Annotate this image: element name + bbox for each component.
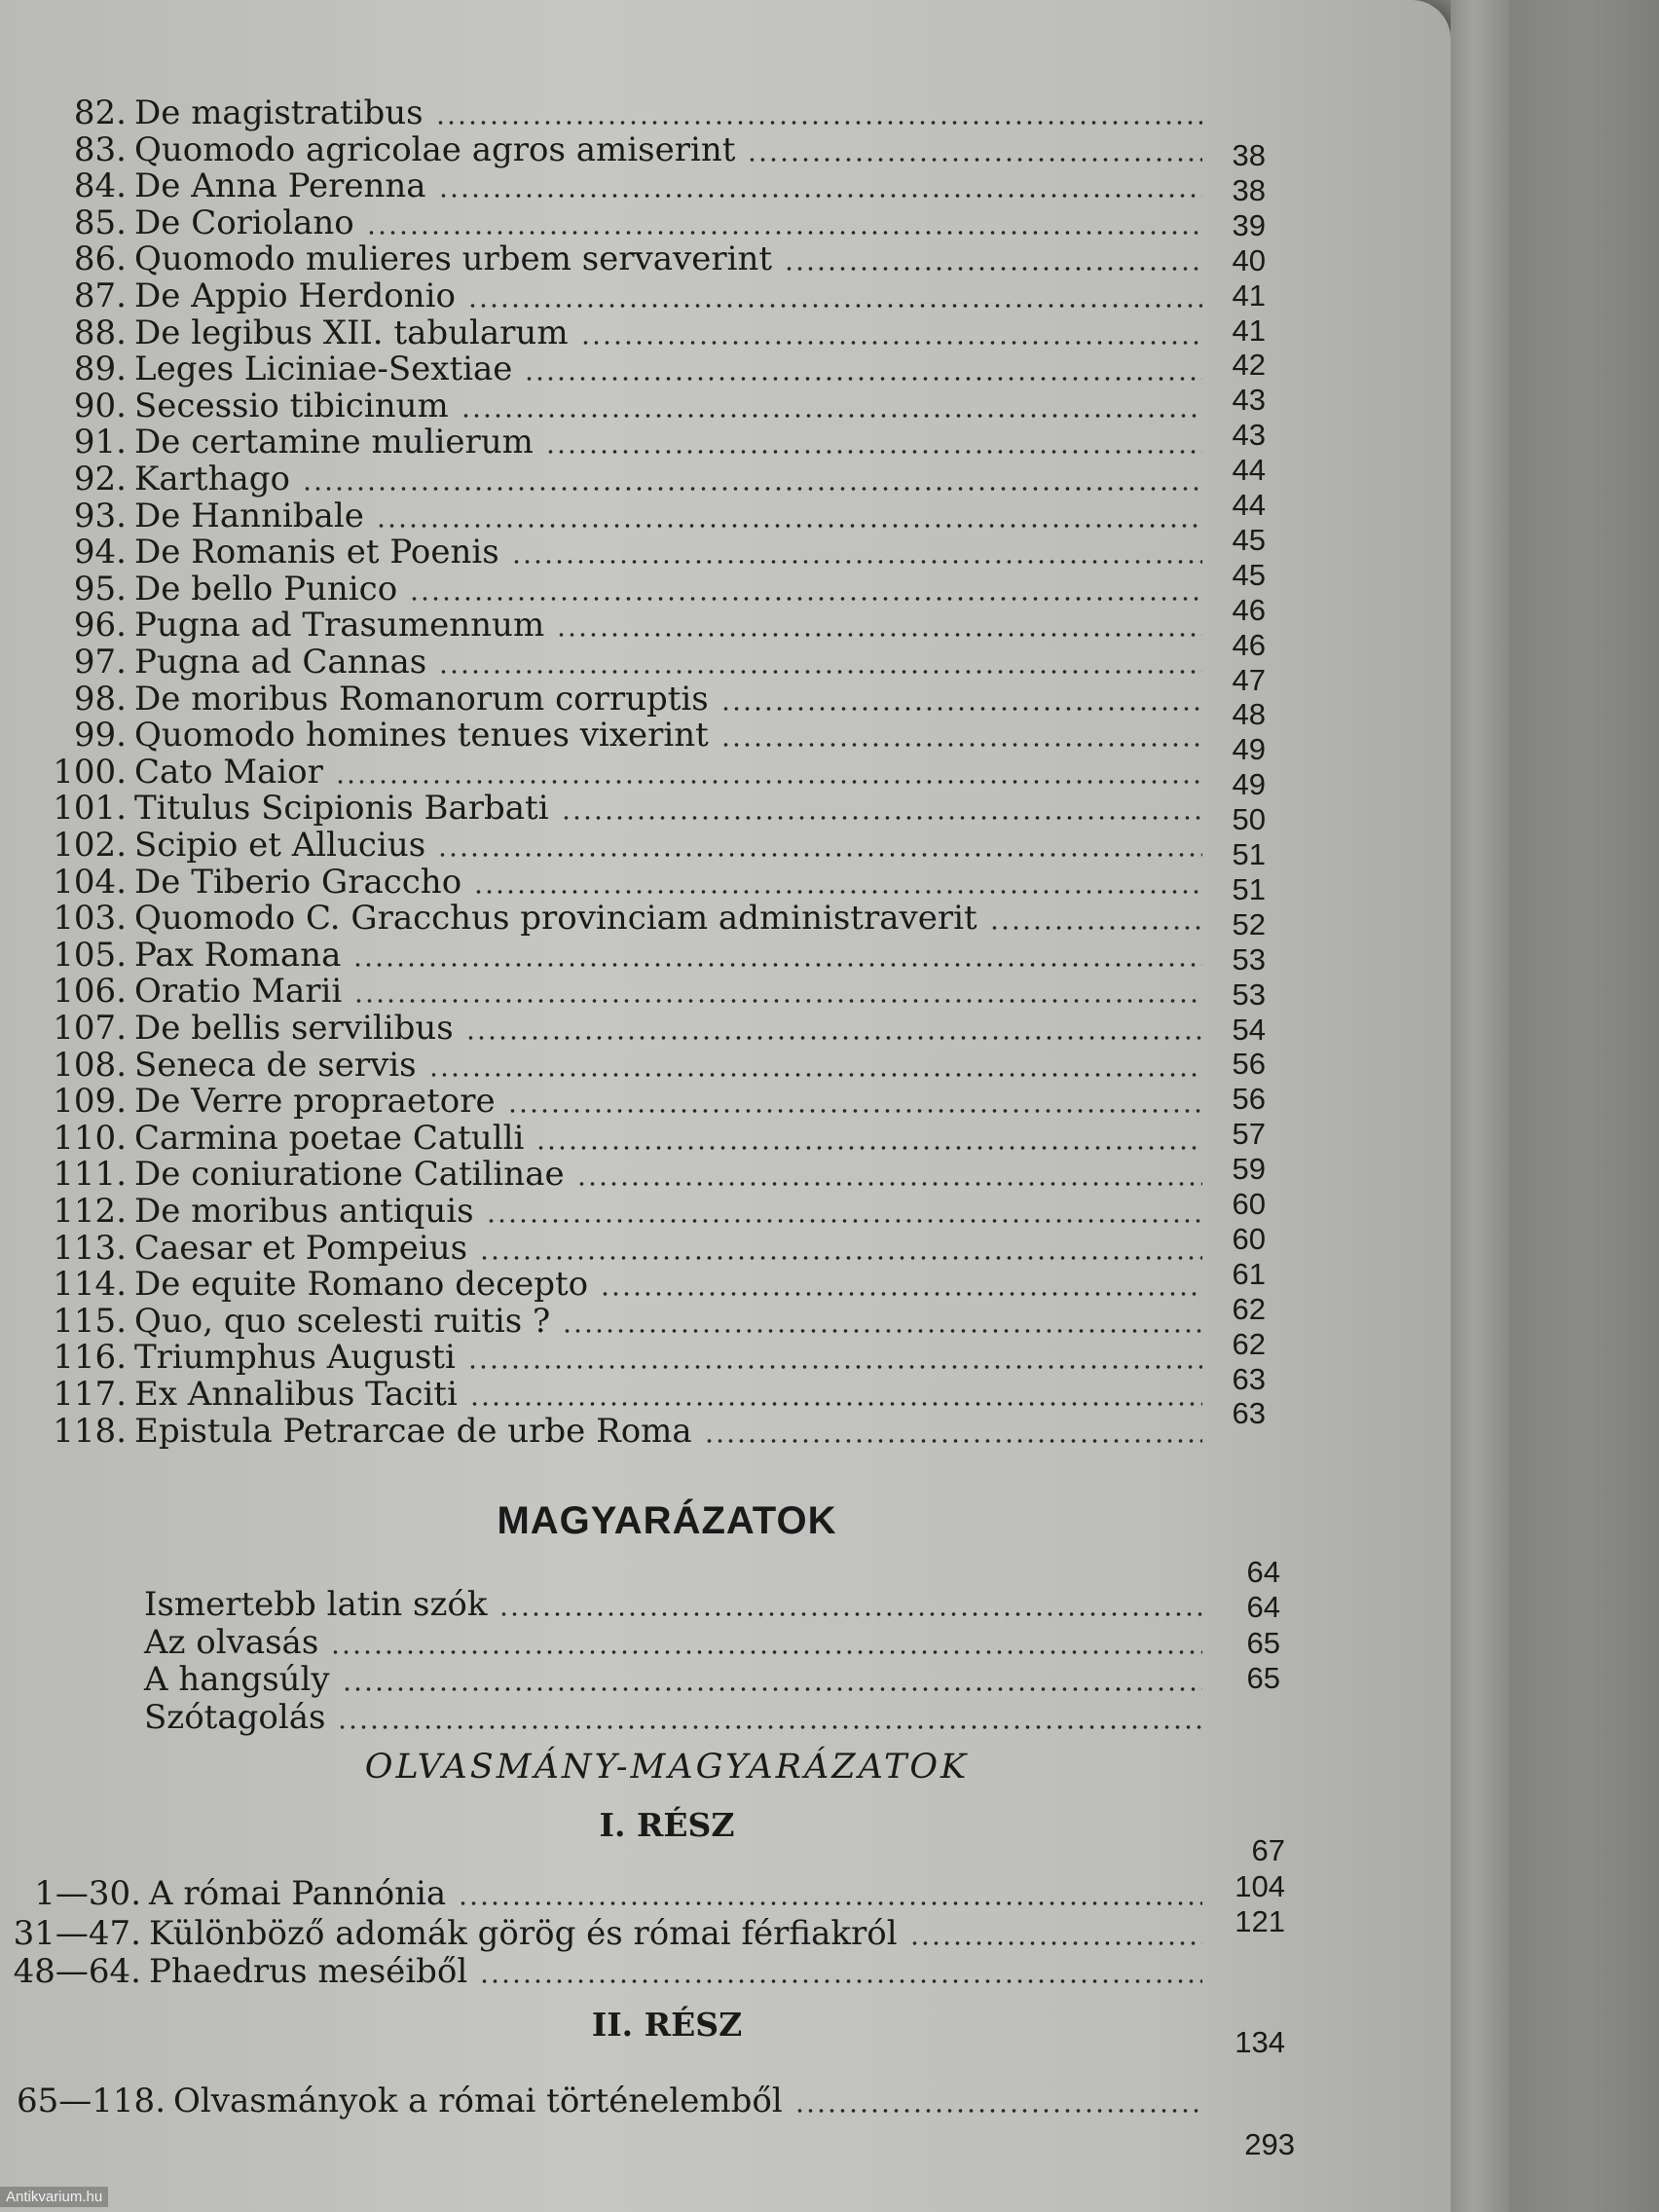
entry-number: 91. — [73, 423, 127, 461]
olvasmany-entry[interactable] — [10, 1874, 446, 1913]
toc-entry[interactable] — [37, 716, 709, 755]
entry-number: 99. — [73, 716, 127, 755]
dot-leader — [337, 1724, 1202, 1730]
entry-title: Ismertebb latin szók — [144, 1585, 488, 1624]
page-ref: 54 — [1232, 1013, 1266, 1047]
entry-title: Titulus Scipionis Barbati — [134, 789, 549, 828]
magyarazat-entry[interactable] — [144, 1585, 487, 1624]
toc-entry[interactable] — [37, 276, 456, 315]
dot-leader — [535, 1145, 1202, 1151]
dot-leader — [794, 2108, 1202, 2114]
dot-leader — [467, 303, 1202, 309]
entry-number: 117. — [53, 1375, 127, 1414]
page-ref: 51 — [1232, 872, 1266, 906]
page-ref: 65 — [1246, 1661, 1280, 1695]
page-edge — [1451, 0, 1509, 2212]
toc-entry[interactable] — [37, 1375, 458, 1414]
entry-number: 115. — [53, 1302, 127, 1341]
toc-entry[interactable] — [37, 1229, 467, 1268]
entry-number: 106. — [53, 972, 127, 1011]
dot-leader — [366, 230, 1202, 236]
dot-leader — [473, 889, 1202, 895]
page-ref: 134 — [1235, 2025, 1285, 2059]
entry-title: Quomodo C. Gracchus provinciam administraverit — [134, 899, 977, 938]
entry-number: 114. — [53, 1265, 127, 1304]
part-heading-1: I. RÉSZ — [599, 1806, 735, 1844]
toc-entry[interactable] — [37, 166, 426, 205]
dot-leader — [353, 998, 1202, 1004]
entry-title: Secessio tibicinum — [134, 387, 449, 425]
page-ref: 52 — [1232, 907, 1266, 941]
toc-entry[interactable] — [37, 1302, 550, 1341]
entry-number: 111. — [53, 1155, 127, 1194]
entry-number: 1—30. — [34, 1874, 141, 1913]
olvasmany-entry[interactable] — [10, 2082, 783, 2120]
entry-title: De magistratibus — [134, 93, 424, 132]
entry-title: Quomodo homines tenues vixerint — [134, 716, 709, 755]
entry-title: De coniuratione Catilinae — [134, 1155, 565, 1194]
entry-title: Különböző adomák görög és római férfiakról — [149, 1914, 898, 1953]
dot-leader — [409, 596, 1202, 602]
dot-leader — [576, 1181, 1202, 1187]
entry-number: 94. — [73, 533, 127, 571]
page-ref: 44 — [1232, 488, 1266, 522]
entry-title: De moribus antiquis — [134, 1192, 474, 1231]
entry-number: 110. — [53, 1119, 127, 1158]
entry-number: 100. — [53, 753, 127, 792]
dot-leader — [720, 706, 1202, 712]
page-number: 293 — [1244, 2127, 1295, 2161]
section-heading-magyarazatok: MAGYARÁZATOK — [497, 1499, 837, 1542]
page-ref: 64 — [1246, 1590, 1280, 1624]
dot-leader — [437, 852, 1202, 858]
toc-entry[interactable] — [37, 1046, 417, 1085]
page-ref: 63 — [1232, 1396, 1266, 1430]
page-ref: 60 — [1232, 1187, 1266, 1221]
toc-entry[interactable] — [37, 350, 512, 388]
entry-title: Pax Romana — [134, 936, 342, 975]
page-ref: 41 — [1232, 313, 1266, 348]
dot-leader — [465, 1035, 1202, 1041]
dot-leader — [435, 120, 1202, 126]
dot-leader — [600, 1291, 1202, 1297]
toc-entry[interactable] — [37, 1082, 496, 1121]
page-ref: 53 — [1232, 942, 1266, 977]
toc-entry[interactable] — [37, 460, 290, 498]
entry-number: 97. — [73, 643, 127, 682]
toc-entry[interactable] — [37, 1412, 692, 1451]
page-ref: 49 — [1232, 767, 1266, 801]
olvasmany-entry[interactable] — [10, 1914, 898, 1953]
entry-title: De Tiberio Graccho — [134, 863, 462, 902]
part-heading-2: II. RÉSZ — [591, 2006, 743, 2044]
toc-entry[interactable] — [37, 497, 364, 535]
entry-number: 103. — [53, 899, 127, 938]
dot-leader — [524, 376, 1202, 382]
entry-number: 89. — [73, 350, 127, 388]
entry-title: Oratio Marii — [134, 972, 343, 1011]
page-ref: 62 — [1232, 1327, 1266, 1361]
dot-leader — [438, 669, 1202, 675]
dot-leader — [909, 1940, 1202, 1946]
entry-number: 31—47. — [13, 1914, 141, 1953]
dot-leader — [352, 962, 1202, 968]
entry-title: Phaedrus meséiből — [149, 1952, 468, 1991]
dot-leader — [580, 340, 1202, 346]
entry-title: Pugna ad Cannas — [134, 643, 427, 682]
page-ref: 57 — [1232, 1117, 1266, 1151]
entry-number: 85. — [73, 203, 127, 242]
dot-leader — [335, 779, 1202, 785]
toc-entry[interactable] — [37, 899, 977, 938]
toc-entry[interactable] — [37, 1265, 588, 1304]
dot-leader — [467, 1364, 1202, 1370]
entry-number: 95. — [73, 570, 127, 608]
toc-entry[interactable] — [37, 130, 735, 169]
dot-leader — [461, 413, 1202, 419]
entry-number: 90. — [73, 387, 127, 425]
dot-leader — [747, 157, 1202, 163]
toc-entry[interactable] — [37, 936, 341, 975]
entry-number: 92. — [73, 460, 127, 498]
book-gutter — [1509, 0, 1659, 2212]
entry-title: Leges Liciniae-Sextiae — [134, 350, 513, 388]
entry-title: Quo, quo scelesti ruitis ? — [134, 1302, 551, 1341]
toc-entry[interactable] — [37, 533, 499, 571]
toc-entry[interactable] — [37, 313, 569, 352]
toc-entry[interactable] — [37, 1338, 456, 1377]
toc-entry[interactable] — [37, 972, 342, 1011]
entry-number: 88. — [73, 313, 127, 352]
entry-title: Pugna ad Trasumennum — [134, 606, 545, 645]
entry-title: Cato Maior — [134, 753, 323, 792]
entry-number: 118. — [53, 1412, 127, 1451]
entry-title: Scipio et Allucius — [134, 826, 426, 865]
page-ref: 42 — [1232, 348, 1266, 382]
entry-title: Olvasmányok a római történelemből — [173, 2082, 783, 2120]
page-ref: 56 — [1232, 1082, 1266, 1116]
dot-leader — [545, 449, 1202, 455]
toc-entry[interactable] — [37, 1155, 565, 1194]
entry-title: De certamine mulierum — [134, 423, 534, 461]
dot-leader — [302, 486, 1202, 492]
entry-number: 65—118. — [17, 2082, 166, 2120]
entry-title: Triumphus Augusti — [134, 1338, 456, 1377]
dot-leader — [438, 193, 1202, 199]
dot-leader — [784, 266, 1202, 272]
entry-title: De bellis servilibus — [134, 1009, 454, 1048]
toc-entry[interactable] — [37, 826, 425, 865]
toc-entry[interactable] — [37, 680, 709, 719]
page-ref: 38 — [1232, 138, 1266, 172]
entry-title: Ex Annalibus Taciti — [134, 1375, 458, 1414]
entry-number: 87. — [73, 276, 127, 315]
page-ref: 48 — [1232, 697, 1266, 731]
page-ref: 44 — [1232, 453, 1266, 487]
dot-leader — [507, 1108, 1202, 1114]
page-ref: 46 — [1232, 628, 1266, 662]
page-ref: 59 — [1232, 1152, 1266, 1186]
toc-entry[interactable] — [37, 863, 461, 902]
dot-leader — [479, 1255, 1202, 1261]
toc-entry[interactable] — [37, 203, 354, 242]
entry-number: 104. — [53, 863, 127, 902]
dot-leader — [498, 1611, 1202, 1617]
entry-title: De equite Romano decepto — [134, 1265, 589, 1304]
entry-number: 101. — [53, 789, 127, 828]
page-ref: 40 — [1232, 243, 1266, 277]
toc-entry[interactable] — [37, 93, 424, 132]
entry-title: Epistula Petrarcae de urbe Roma — [134, 1412, 692, 1451]
entry-title: Quomodo mulieres urbem servaverint — [134, 240, 773, 278]
entry-title: De Coriolano — [134, 203, 354, 242]
entry-title: Karthago — [134, 460, 290, 498]
entry-title: Caesar et Pompeius — [134, 1229, 468, 1268]
toc-entry[interactable] — [37, 753, 323, 792]
entry-number: 109. — [53, 1082, 127, 1121]
entry-number: 83. — [73, 130, 127, 169]
entry-number: 107. — [53, 1009, 127, 1048]
olvasmany-entry[interactable] — [10, 1952, 467, 1991]
page-ref: 61 — [1232, 1257, 1266, 1291]
dot-leader — [428, 1072, 1202, 1078]
page-ref: 50 — [1232, 802, 1266, 836]
page-ref: 41 — [1232, 278, 1266, 313]
dot-leader — [342, 1686, 1202, 1692]
entry-number: 93. — [73, 497, 127, 535]
page-ref: 64 — [1246, 1555, 1280, 1589]
entry-title: De Anna Perenna — [134, 166, 426, 205]
watermark: Antikvarium.hu — [0, 2187, 108, 2207]
toc-entry[interactable] — [37, 606, 544, 645]
entry-number: 86. — [73, 240, 127, 278]
magyarazat-entry[interactable] — [144, 1660, 330, 1699]
entry-title: De moribus Romanorum corruptis — [134, 680, 709, 719]
dot-leader — [561, 815, 1202, 821]
entry-title: A római Pannónia — [149, 1874, 447, 1913]
page-ref: 121 — [1235, 1904, 1285, 1938]
dot-leader — [562, 1328, 1202, 1334]
page-ref: 45 — [1232, 523, 1266, 557]
entry-title: De legibus XII. tabularum — [134, 313, 569, 352]
entry-title: De Romanis et Poenis — [134, 533, 499, 571]
page-ref: 43 — [1232, 383, 1266, 417]
entry-number: 102. — [53, 826, 127, 865]
entry-title: A hangsúly — [144, 1660, 330, 1699]
entry-number: 113. — [53, 1229, 127, 1268]
entry-number: 84. — [73, 166, 127, 205]
page-ref: 45 — [1232, 558, 1266, 592]
toc-entry[interactable] — [37, 643, 426, 682]
toc-entry[interactable] — [37, 1119, 524, 1158]
dot-leader — [479, 1978, 1202, 1984]
dot-leader — [556, 632, 1202, 638]
entry-number: 105. — [53, 936, 127, 975]
toc-entry[interactable] — [37, 1192, 474, 1231]
page-ref: 46 — [1232, 593, 1266, 627]
entry-title: De Appio Herdonio — [134, 276, 456, 315]
entry-title: Seneca de servis — [134, 1046, 417, 1085]
entry-title: Az olvasás — [144, 1623, 319, 1662]
dot-leader — [720, 742, 1202, 748]
toc-entry[interactable] — [37, 789, 549, 828]
page-ref: 49 — [1232, 732, 1266, 766]
page-ref: 39 — [1232, 208, 1266, 242]
page-ref: 104 — [1235, 1869, 1285, 1903]
page-ref: 65 — [1246, 1626, 1280, 1660]
toc-entry[interactable] — [37, 1009, 454, 1048]
dot-leader — [376, 523, 1202, 529]
dot-leader — [486, 1218, 1202, 1224]
entry-number: 116. — [53, 1338, 127, 1377]
dot-leader — [704, 1438, 1202, 1444]
page-ref: 56 — [1232, 1047, 1266, 1081]
dot-leader — [511, 559, 1202, 565]
section-heading-olvasmany: OLVASMÁNY-MAGYARÁZATOK — [364, 1748, 970, 1787]
magyarazat-entry[interactable] — [144, 1698, 325, 1737]
page-ref: 43 — [1232, 418, 1266, 452]
entry-number: 112. — [53, 1192, 127, 1231]
dot-leader — [458, 1900, 1202, 1906]
entry-number: 48—64. — [13, 1952, 141, 1991]
page-ref: 53 — [1232, 977, 1266, 1012]
entry-title: Quomodo agricolae agros amiserint — [134, 130, 736, 169]
dot-leader — [469, 1401, 1202, 1407]
entry-number: 96. — [73, 606, 127, 645]
magyarazat-entry[interactable] — [144, 1623, 318, 1662]
entry-number: 98. — [73, 680, 127, 719]
entry-title: De bello Punico — [134, 570, 398, 608]
entry-title: De Hannibale — [134, 497, 364, 535]
entry-number: 108. — [53, 1046, 127, 1085]
page-ref: 67 — [1251, 1833, 1285, 1867]
page-ref: 51 — [1232, 837, 1266, 871]
toc-entry[interactable] — [37, 387, 449, 425]
entry-title: Carmina poetae Catulli — [134, 1119, 525, 1158]
page-ref: 62 — [1232, 1292, 1266, 1326]
toc-entry[interactable] — [37, 240, 772, 278]
page-ref: 38 — [1232, 173, 1266, 207]
page-ref: 60 — [1232, 1222, 1266, 1256]
page-ref: 47 — [1232, 663, 1266, 697]
entry-title: Szótagolás — [144, 1698, 326, 1737]
entry-number: 82. — [73, 93, 127, 132]
toc-entry[interactable] — [37, 570, 397, 608]
entry-title: De Verre propraetore — [134, 1082, 496, 1121]
dot-leader — [330, 1649, 1202, 1655]
dot-leader — [989, 925, 1202, 931]
page-ref: 63 — [1232, 1362, 1266, 1396]
toc-entry[interactable] — [37, 423, 534, 461]
